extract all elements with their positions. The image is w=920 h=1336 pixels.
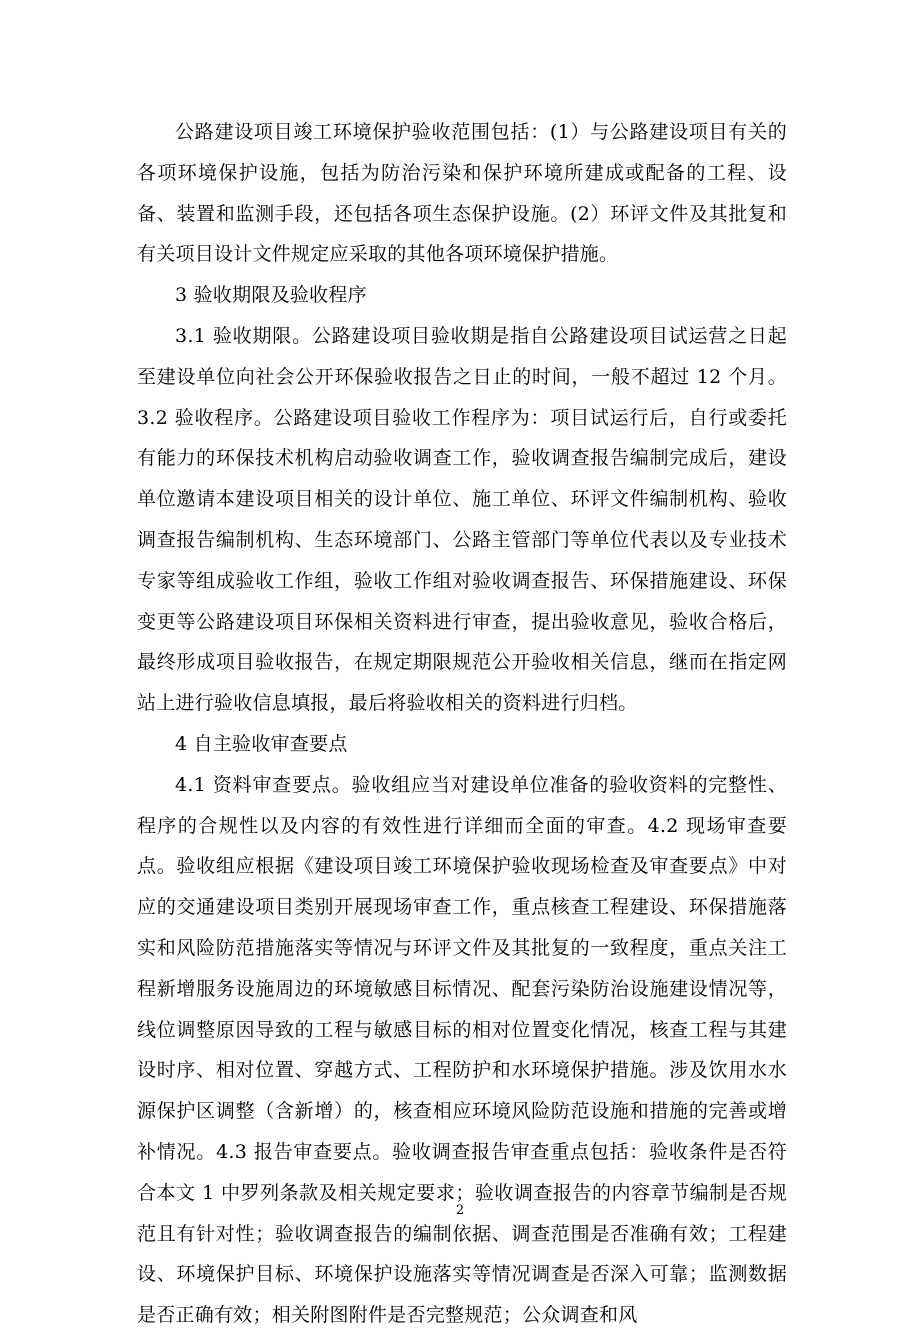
- document-body: [137, 112, 787, 1336]
- page-number: 2: [455, 1203, 465, 1218]
- section-heading-3: 3 验收期限及验收程序: [175, 284, 367, 307]
- paragraph-review-points: 4.1 资料审查要点。验收组应当对建设单位准备的验收资料的完整性、程序的合规性以及内容的有效性进行详细而全面的审查。4.2 现场审查要点。验收组应根据《建设项目竣工环境保护验收现场检查及审查要点》中对应的交通建设项目类别开展现场审查工作，重点核查工程建设、环保措施落实和风险防范措施落实等情况与环评文件及其批复的一致程度，重点关注工程新增服务设施周边的环境敏感目标情况、配套污染防治设施建设情况等，线位调整原因导致的工程与敏感目标的相对位置变化情况，核查工程与其建设时序、相对位置、穿越方式、工程防护和水环境保护措施。涉及饮用水水源保护区调整（含新增）的，核查相应环境风险防范设施和措施的完善或增补情况。4.3 报告审查要点。验收调查报告审查重点包括：验收条件是否符合本文 1 中罗列条款及相关规定要求；验收调查报告的内容章节编制是否规范且有针对性；验收调查报告的编制依据、调查范围是否准确有效；工程建设、环境保护目标、环境保护设施落实等情况调查是否深入可靠；监测数据是否正确有效；相关附图附件是否完整规范；公众调查和风: [137, 773, 787, 1327]
- paragraph-acceptance-scope: 公路建设项目竣工环境保护验收范围包括：(1）与公路建设项目有关的各项环境保护设施，包括为防治污染和保护环境所建成或配备的工程、设备、装置和监测手段，还包括各项生态保护设施。(2）环评文件及其批复和有关项目设计文件规定应采取的其他各项环境保护措施。: [137, 121, 787, 266]
- paragraph-acceptance-period-procedure: 3.1 验收期限。公路建设项目验收期是指自公路建设项目试运营之日起至建设单位向社会公开环保验收报告之日止的时间，一般不超过 12 个月。3.2 验收程序。公路建设项目验收工作程序为：项目试运行后，自行或委托有能力的环保技术机构启动验收调查工作，验收调查报告编制完成后，建设单位邀请本建设项目相关的设计单位、施工单位、环评文件编制机构、验收调查报告编制机构、生态环境部门、公路主管部门等单位代表以及专业技术专家等组成验收工作组，验收工作组对验收调查报告、环保措施建设、环保变更等公路建设项目环保相关资料进行审查，提出验收意见，验收合格后，最终形成项目验收报告，在规定期限规范公开验收相关信息，继而在指定网站上进行验收信息填报，最后将验收相关的资料进行归档。: [137, 324, 787, 715]
- section-heading-4: 4 自主验收审查要点: [175, 732, 348, 755]
